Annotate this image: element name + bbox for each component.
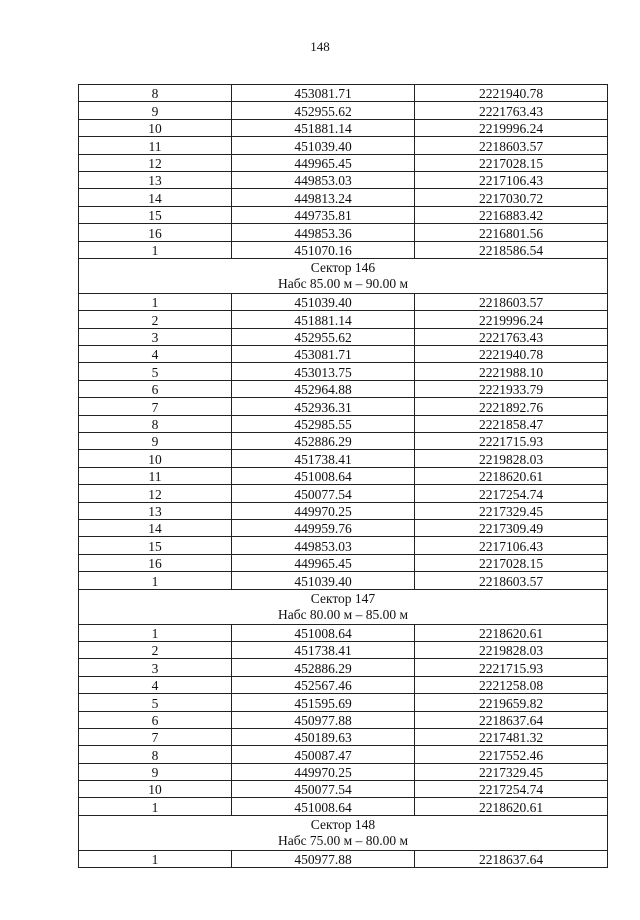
sector-header-row <box>79 815 608 850</box>
table-row <box>79 433 608 450</box>
y-coordinate-cell: 2219828.03 <box>415 450 608 467</box>
y-coordinate-cell: 2219996.24 <box>415 119 608 136</box>
y-coordinate-cell: 2218620.61 <box>415 624 608 641</box>
y-coordinate-cell: 2221892.76 <box>415 398 608 415</box>
y-coordinate-cell: 2218637.64 <box>415 711 608 728</box>
x-coordinate-cell: 452985.55 <box>232 415 415 432</box>
y-coordinate-cell: 2218620.61 <box>415 798 608 815</box>
point-number-cell: 1 <box>79 850 232 867</box>
point-number-cell: 15 <box>79 206 232 223</box>
x-coordinate-cell: 453013.75 <box>232 363 415 380</box>
x-coordinate-cell: 452886.29 <box>232 659 415 676</box>
point-number-cell: 12 <box>79 485 232 502</box>
x-coordinate-cell: 451008.64 <box>232 798 415 815</box>
x-coordinate-cell: 449970.25 <box>232 763 415 780</box>
table-row <box>79 293 608 310</box>
y-coordinate-cell: 2221933.79 <box>415 380 608 397</box>
table-row <box>79 398 608 415</box>
x-coordinate-cell: 450087.47 <box>232 746 415 763</box>
x-coordinate-cell: 450077.54 <box>232 781 415 798</box>
x-coordinate-cell: 452936.31 <box>232 398 415 415</box>
point-number-cell: 16 <box>79 224 232 241</box>
table-row <box>79 676 608 693</box>
x-coordinate-cell: 451008.64 <box>232 467 415 484</box>
y-coordinate-cell: 2219828.03 <box>415 641 608 658</box>
point-number-cell: 7 <box>79 728 232 745</box>
y-coordinate-cell: 2216883.42 <box>415 206 608 223</box>
x-coordinate-cell: 451008.64 <box>232 624 415 641</box>
point-number-cell: 13 <box>79 502 232 519</box>
sector-header <box>79 258 608 293</box>
sector-header <box>79 815 608 850</box>
point-number-cell: 14 <box>79 189 232 206</box>
y-coordinate-cell: 2217329.45 <box>415 502 608 519</box>
table-row <box>79 850 608 867</box>
x-coordinate-cell: 449853.03 <box>232 171 415 188</box>
y-coordinate-cell: 2221763.43 <box>415 328 608 345</box>
point-number-cell: 1 <box>79 241 232 258</box>
y-coordinate-cell: 2218620.61 <box>415 467 608 484</box>
y-coordinate-cell: 2221988.10 <box>415 363 608 380</box>
table-row <box>79 467 608 484</box>
point-number-cell: 3 <box>79 328 232 345</box>
point-number-cell: 4 <box>79 676 232 693</box>
point-number-cell: 9 <box>79 102 232 119</box>
point-number-cell: 16 <box>79 554 232 571</box>
table-row <box>79 554 608 571</box>
table-row <box>79 85 608 102</box>
y-coordinate-cell: 2218637.64 <box>415 850 608 867</box>
coordinates-table-body <box>79 85 608 868</box>
y-coordinate-cell: 2221715.93 <box>415 433 608 450</box>
point-number-cell: 8 <box>79 85 232 102</box>
table-row <box>79 746 608 763</box>
point-number-cell: 1 <box>79 572 232 589</box>
table-row <box>79 728 608 745</box>
sector-height-range: Набс 80.00 м – 85.00 м <box>277 606 409 622</box>
table-row <box>79 519 608 536</box>
x-coordinate-cell: 449735.81 <box>232 206 415 223</box>
y-coordinate-cell: 2217106.43 <box>415 537 608 554</box>
x-coordinate-cell: 451738.41 <box>232 450 415 467</box>
x-coordinate-cell: 451595.69 <box>232 694 415 711</box>
x-coordinate-cell: 452886.29 <box>232 433 415 450</box>
x-coordinate-cell: 452567.46 <box>232 676 415 693</box>
y-coordinate-cell: 2218603.57 <box>415 572 608 589</box>
sector-title: Сектор 148 <box>310 816 376 832</box>
x-coordinate-cell: 449965.45 <box>232 154 415 171</box>
table-row <box>79 224 608 241</box>
y-coordinate-cell: 2221940.78 <box>415 346 608 363</box>
sector-height-range: Набс 85.00 м – 90.00 м <box>277 275 409 291</box>
y-coordinate-cell: 2217254.74 <box>415 781 608 798</box>
x-coordinate-cell: 449853.36 <box>232 224 415 241</box>
y-coordinate-cell: 2219659.82 <box>415 694 608 711</box>
point-number-cell: 8 <box>79 746 232 763</box>
y-coordinate-cell: 2217106.43 <box>415 171 608 188</box>
table-row <box>79 450 608 467</box>
x-coordinate-cell: 452955.62 <box>232 102 415 119</box>
point-number-cell: 13 <box>79 171 232 188</box>
y-coordinate-cell: 2221763.43 <box>415 102 608 119</box>
y-coordinate-cell: 2217028.15 <box>415 154 608 171</box>
table-row <box>79 641 608 658</box>
table-row <box>79 311 608 328</box>
point-number-cell: 10 <box>79 450 232 467</box>
sector-title: Сектор 147 <box>310 590 376 606</box>
x-coordinate-cell: 451070.16 <box>232 241 415 258</box>
point-number-cell: 11 <box>79 137 232 154</box>
coordinates-table <box>78 84 608 868</box>
table-row <box>79 119 608 136</box>
y-coordinate-cell: 2217254.74 <box>415 485 608 502</box>
x-coordinate-cell: 452964.88 <box>232 380 415 397</box>
point-number-cell: 1 <box>79 293 232 310</box>
table-row <box>79 137 608 154</box>
point-number-cell: 10 <box>79 781 232 798</box>
table-row <box>79 694 608 711</box>
sector-header-row <box>79 258 608 293</box>
point-number-cell: 5 <box>79 363 232 380</box>
y-coordinate-cell: 2221258.08 <box>415 676 608 693</box>
point-number-cell: 2 <box>79 641 232 658</box>
table-row <box>79 154 608 171</box>
x-coordinate-cell: 451039.40 <box>232 293 415 310</box>
sector-header <box>79 589 608 624</box>
x-coordinate-cell: 452955.62 <box>232 328 415 345</box>
y-coordinate-cell: 2217028.15 <box>415 554 608 571</box>
y-coordinate-cell: 2218603.57 <box>415 293 608 310</box>
point-number-cell: 6 <box>79 380 232 397</box>
point-number-cell: 1 <box>79 624 232 641</box>
point-number-cell: 9 <box>79 763 232 780</box>
x-coordinate-cell: 449813.24 <box>232 189 415 206</box>
point-number-cell: 3 <box>79 659 232 676</box>
y-coordinate-cell: 2218603.57 <box>415 137 608 154</box>
x-coordinate-cell: 449853.03 <box>232 537 415 554</box>
point-number-cell: 1 <box>79 798 232 815</box>
table-row <box>79 102 608 119</box>
y-coordinate-cell: 2219996.24 <box>415 311 608 328</box>
x-coordinate-cell: 450189.63 <box>232 728 415 745</box>
x-coordinate-cell: 450977.88 <box>232 711 415 728</box>
point-number-cell: 5 <box>79 694 232 711</box>
table-row <box>79 380 608 397</box>
x-coordinate-cell: 451738.41 <box>232 641 415 658</box>
table-row <box>79 502 608 519</box>
point-number-cell: 15 <box>79 537 232 554</box>
x-coordinate-cell: 449959.76 <box>232 519 415 536</box>
y-coordinate-cell: 2217329.45 <box>415 763 608 780</box>
table-row <box>79 485 608 502</box>
table-row <box>79 798 608 815</box>
table-row <box>79 415 608 432</box>
point-number-cell: 12 <box>79 154 232 171</box>
table-row <box>79 171 608 188</box>
point-number-cell: 6 <box>79 711 232 728</box>
table-row <box>79 763 608 780</box>
y-coordinate-cell: 2217481.32 <box>415 728 608 745</box>
x-coordinate-cell: 450077.54 <box>232 485 415 502</box>
x-coordinate-cell: 451039.40 <box>232 137 415 154</box>
x-coordinate-cell: 453081.71 <box>232 85 415 102</box>
x-coordinate-cell: 449970.25 <box>232 502 415 519</box>
y-coordinate-cell: 2217030.72 <box>415 189 608 206</box>
table-row <box>79 241 608 258</box>
table-row <box>79 711 608 728</box>
x-coordinate-cell: 453081.71 <box>232 346 415 363</box>
y-coordinate-cell: 2218586.54 <box>415 241 608 258</box>
x-coordinate-cell: 449965.45 <box>232 554 415 571</box>
y-coordinate-cell: 2221715.93 <box>415 659 608 676</box>
point-number-cell: 14 <box>79 519 232 536</box>
table-row <box>79 537 608 554</box>
sector-height-range: Набс 75.00 м – 80.00 м <box>277 832 409 848</box>
table-row <box>79 781 608 798</box>
table-row <box>79 206 608 223</box>
table-row <box>79 363 608 380</box>
table-row <box>79 572 608 589</box>
y-coordinate-cell: 2221940.78 <box>415 85 608 102</box>
table-row <box>79 659 608 676</box>
point-number-cell: 10 <box>79 119 232 136</box>
y-coordinate-cell: 2217309.49 <box>415 519 608 536</box>
x-coordinate-cell: 451039.40 <box>232 572 415 589</box>
sector-header-row <box>79 589 608 624</box>
sector-title: Сектор 146 <box>310 259 376 275</box>
page-number: 148 <box>310 39 330 54</box>
table-row <box>79 624 608 641</box>
x-coordinate-cell: 450977.88 <box>232 850 415 867</box>
table-row <box>79 328 608 345</box>
x-coordinate-cell: 451881.14 <box>232 119 415 136</box>
y-coordinate-cell: 2216801.56 <box>415 224 608 241</box>
table-row <box>79 346 608 363</box>
y-coordinate-cell: 2221858.47 <box>415 415 608 432</box>
point-number-cell: 11 <box>79 467 232 484</box>
x-coordinate-cell: 451881.14 <box>232 311 415 328</box>
point-number-cell: 4 <box>79 346 232 363</box>
y-coordinate-cell: 2217552.46 <box>415 746 608 763</box>
point-number-cell: 7 <box>79 398 232 415</box>
point-number-cell: 8 <box>79 415 232 432</box>
table-row <box>79 189 608 206</box>
point-number-cell: 9 <box>79 433 232 450</box>
point-number-cell: 2 <box>79 311 232 328</box>
